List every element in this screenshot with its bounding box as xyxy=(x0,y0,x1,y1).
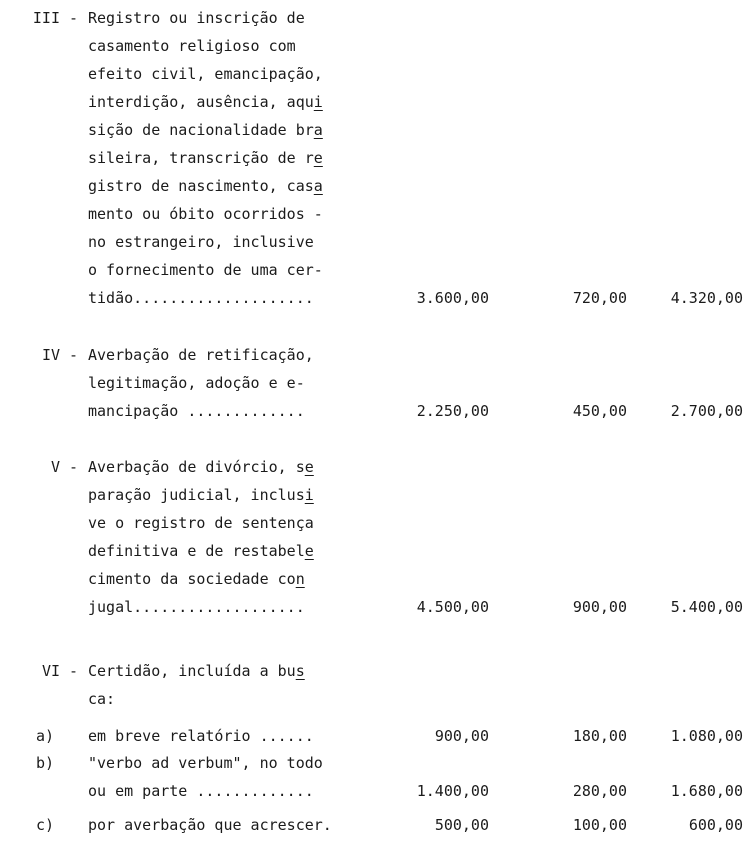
text-line: Averbação de retificação, xyxy=(88,346,314,364)
hyphenation-letter: n xyxy=(295,570,305,588)
value-amount: 900,00 xyxy=(434,727,489,745)
section-dash: - xyxy=(69,662,79,680)
item-letter: b) xyxy=(36,754,55,772)
text-line: Registro ou inscrição de xyxy=(88,9,305,27)
hyphenation-letter: e xyxy=(304,458,314,476)
text-line: mancipação ............. xyxy=(88,402,305,420)
item-letter: a) xyxy=(36,727,55,745)
value-tax: 180,00 xyxy=(572,727,627,745)
value-total: 2.700,00 xyxy=(670,402,743,420)
section-code: VI xyxy=(41,662,60,680)
text-line: ca: xyxy=(88,690,116,708)
value-total: 4.320,00 xyxy=(670,289,743,307)
value-amount: 500,00 xyxy=(434,816,489,834)
value-amount: 4.500,00 xyxy=(416,598,489,616)
text-line: definitiva e de restabele xyxy=(88,542,314,560)
text-line: por averbação que acrescer. xyxy=(88,816,332,834)
text-line: paração judicial, inclusi xyxy=(88,486,314,504)
section-dash: - xyxy=(69,9,79,27)
text-line: mento ou óbito ocorridos - xyxy=(88,205,323,223)
hyphenation-letter: i xyxy=(313,93,323,111)
text-line: ve o registro de sentença xyxy=(88,514,314,532)
value-total: 5.400,00 xyxy=(670,598,743,616)
value-total: 600,00 xyxy=(688,816,743,834)
value-tax: 900,00 xyxy=(572,598,627,616)
value-total: 1.680,00 xyxy=(670,782,743,800)
text-line: tidão.................... xyxy=(88,289,314,307)
value-tax: 100,00 xyxy=(572,816,627,834)
value-amount: 2.250,00 xyxy=(416,402,489,420)
value-amount: 1.400,00 xyxy=(416,782,489,800)
text-line: "verbo ad verbum", no todo xyxy=(88,754,323,772)
text-line: legitimação, adoção e e- xyxy=(88,374,305,392)
text-line: cimento da sociedade con xyxy=(88,570,305,588)
hyphenation-letter: e xyxy=(304,542,314,560)
text-line: gistro de nascimento, casa xyxy=(88,177,323,195)
section-dash: - xyxy=(69,458,79,476)
text-line: jugal................... xyxy=(88,598,305,616)
value-tax: 450,00 xyxy=(572,402,627,420)
value-tax: 280,00 xyxy=(572,782,627,800)
text-line: interdição, ausência, aqui xyxy=(88,93,323,111)
hyphenation-letter: e xyxy=(313,149,323,167)
hyphenation-letter: s xyxy=(295,662,305,680)
text-line: Averbação de divórcio, se xyxy=(88,458,314,476)
text-line: efeito civil, emancipação, xyxy=(88,65,323,83)
text-line: no estrangeiro, inclusive xyxy=(88,233,314,251)
hyphenation-letter: a xyxy=(313,121,323,139)
text-line: o fornecimento de uma cer- xyxy=(88,261,323,279)
text-line: casamento religioso com xyxy=(88,37,296,55)
section-dash: - xyxy=(69,346,79,364)
section-code: V xyxy=(50,458,60,476)
text-line: Certidão, incluída a bus xyxy=(88,662,305,680)
text-line: em breve relatório ...... xyxy=(88,727,314,745)
section-code: IV xyxy=(41,346,60,364)
text-line: ou em parte ............. xyxy=(88,782,314,800)
value-total: 1.080,00 xyxy=(670,727,743,745)
hyphenation-letter: a xyxy=(313,177,323,195)
value-tax: 720,00 xyxy=(572,289,627,307)
value-amount: 3.600,00 xyxy=(416,289,489,307)
hyphenation-letter: i xyxy=(304,486,314,504)
section-code: III xyxy=(32,9,60,27)
item-letter: c) xyxy=(36,816,55,834)
text-line: sileira, transcrição de re xyxy=(88,149,323,167)
text-line: sição de nacionalidade bra xyxy=(88,121,323,139)
